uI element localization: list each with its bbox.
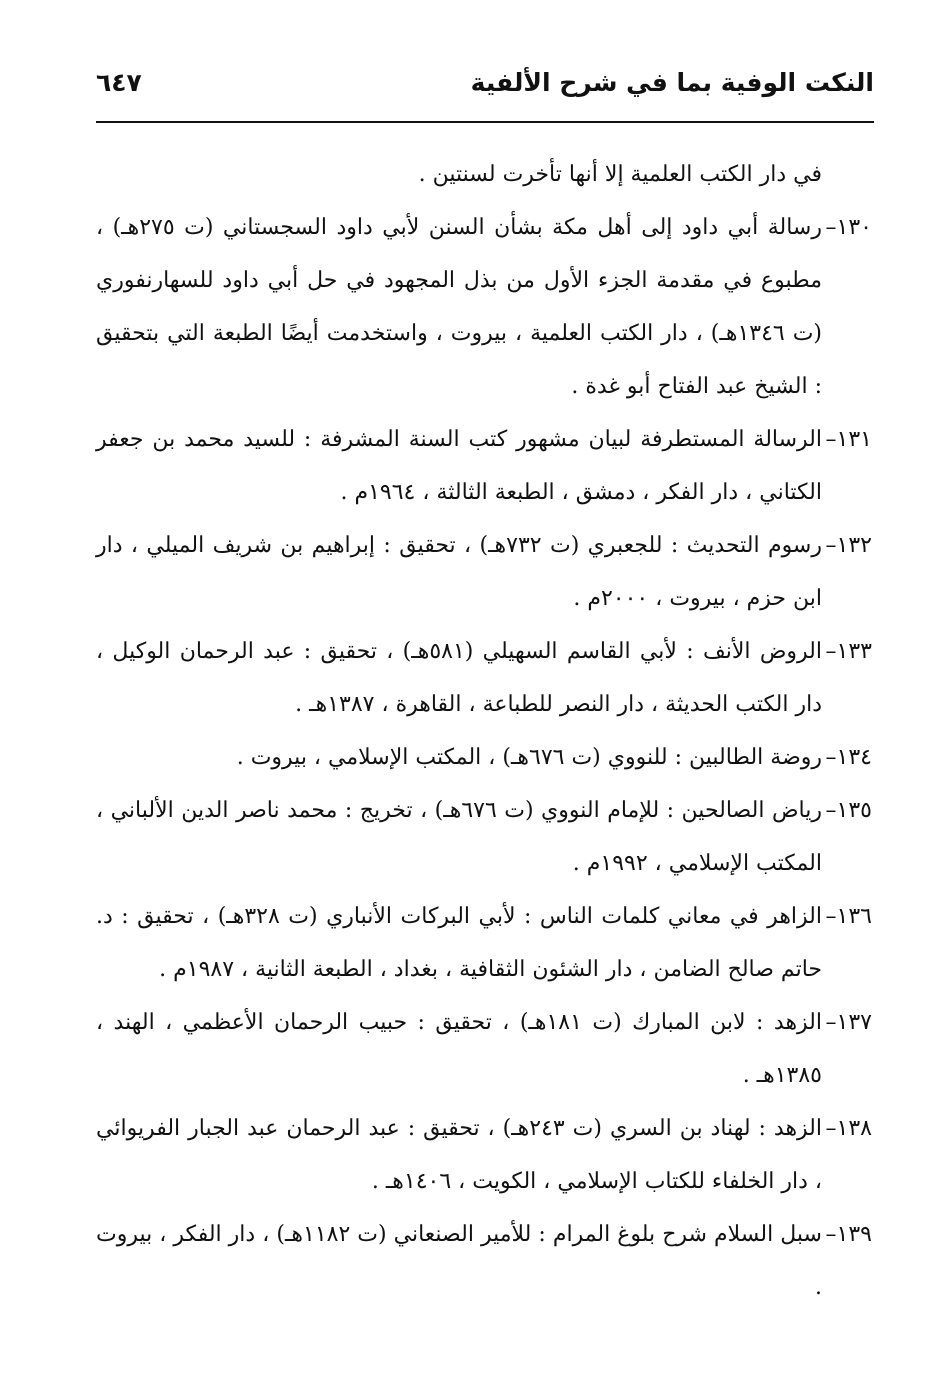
entry-text: رسوم التحديث : للجعبري (ت ٧٣٢هـ) ، تحقيق : إبراهيم بن شريف الميلي ، دار ابن حزم ، بيروت ، ٢٠٠٠م . [96, 533, 822, 611]
bibliography-entry [96, 1208, 872, 1314]
entry-text: رياض الصالحين : للإمام النووي (ت ٦٧٦هـ) ، تخريج : محمد ناصر الدين الألباني ، المكتب الإسلامي ، ١٩٩٢م . [96, 798, 822, 876]
bibliography-entry [96, 1102, 872, 1208]
entry-text: سبل السلام شرح بلوغ المرام : للأمير الصنعاني (ت ١١٨٢هـ) ، دار الفكر ، بيروت . [96, 1222, 822, 1300]
entry-number: ١٣٧– [825, 1010, 872, 1035]
entry-text: الروض الأنف : لأبي القاسم السهيلي (٥٨١هـ) ، تحقيق : عبد الرحمان الوكيل ، دار الكتب الحديثة ، دار النصر للطباعة ، القاهرة ، ١٣٨٧هـ . [96, 639, 822, 717]
bibliography-entry [96, 731, 872, 784]
bibliography-entry [96, 519, 872, 625]
running-title: النكت الوفية بما في شرح الألفية [470, 68, 874, 97]
entry-text: الرسالة المستطرفة لبيان مشهور كتب السنة المشرفة : للسيد محمد بن جعفر الكتاني ، دار الفكر ، دمشق ، الطبعة الثالثة ، ١٩٦٤م . [96, 427, 822, 505]
entry-number: ١٣٩– [825, 1222, 872, 1247]
header-rule [96, 121, 874, 123]
bibliography-list [96, 148, 872, 1314]
continuation-text: في دار الكتب العلمية إلا أنها تأخرت لسنتين . [418, 162, 822, 187]
entry-number: ١٣٠– [825, 215, 872, 240]
entry-text: الزهد : لهناد بن السري (ت ٢٤٣هـ) ، تحقيق : عبد الرحمان عبد الجبار الفريوائي ، دار الخلفاء للكتاب الإسلامي ، الكويت ، ١٤٠٦هـ . [96, 1116, 822, 1194]
bibliography-entry [96, 996, 872, 1102]
entry-text: رسالة أبي داود إلى أهل مكة بشأن السنن لأبي داود السجستاني (ت ٢٧٥هـ) ، مطبوع في مقدمة الجزء الأول من بذل المجهود في حل أبي داود للسهارنفوري (ت ١٣٤٦هـ) ، دار الكتب العلمية ، بيروت ، واستخدمت أيضًا الطبعة التي بتحقيق : الشيخ عبد الفتاح أبو غدة . [96, 215, 822, 399]
bibliography-entry [96, 201, 872, 413]
entry-number: ١٣٣– [825, 639, 872, 664]
bibliography-entry [96, 784, 872, 890]
entry-text: الزاهر في معاني كلمات الناس : لأبي البركات الأنباري (ت ٣٢٨هـ) ، تحقيق : د. حاتم صالح الضامن ، دار الشئون الثقافية ، بغداد ، الطبعة الثانية ، ١٩٨٧م . [96, 904, 822, 982]
page-number: ٦٤٧ [96, 68, 142, 97]
entry-text: روضة الطالبين : للنووي (ت ٦٧٦هـ) ، المكتب الإسلامي ، بيروت . [236, 745, 822, 770]
bibliography-entry [96, 625, 872, 731]
bibliography-entry [96, 890, 872, 996]
entry-number: ١٣١– [825, 427, 872, 452]
entry-text: الزهد : لابن المبارك (ت ١٨١هـ) ، تحقيق : حبيب الرحمان الأعظمي ، الهند ، ١٣٨٥هـ . [96, 1010, 822, 1088]
running-header [96, 62, 874, 116]
entry-number: ١٣٥– [825, 798, 872, 823]
entry-number: ١٣٤– [825, 745, 872, 770]
entry-number: ١٣٦– [825, 904, 872, 929]
entry-number: ١٣٨– [825, 1116, 872, 1141]
bibliography-entry [96, 413, 872, 519]
entry-number: ١٣٢– [825, 533, 872, 558]
